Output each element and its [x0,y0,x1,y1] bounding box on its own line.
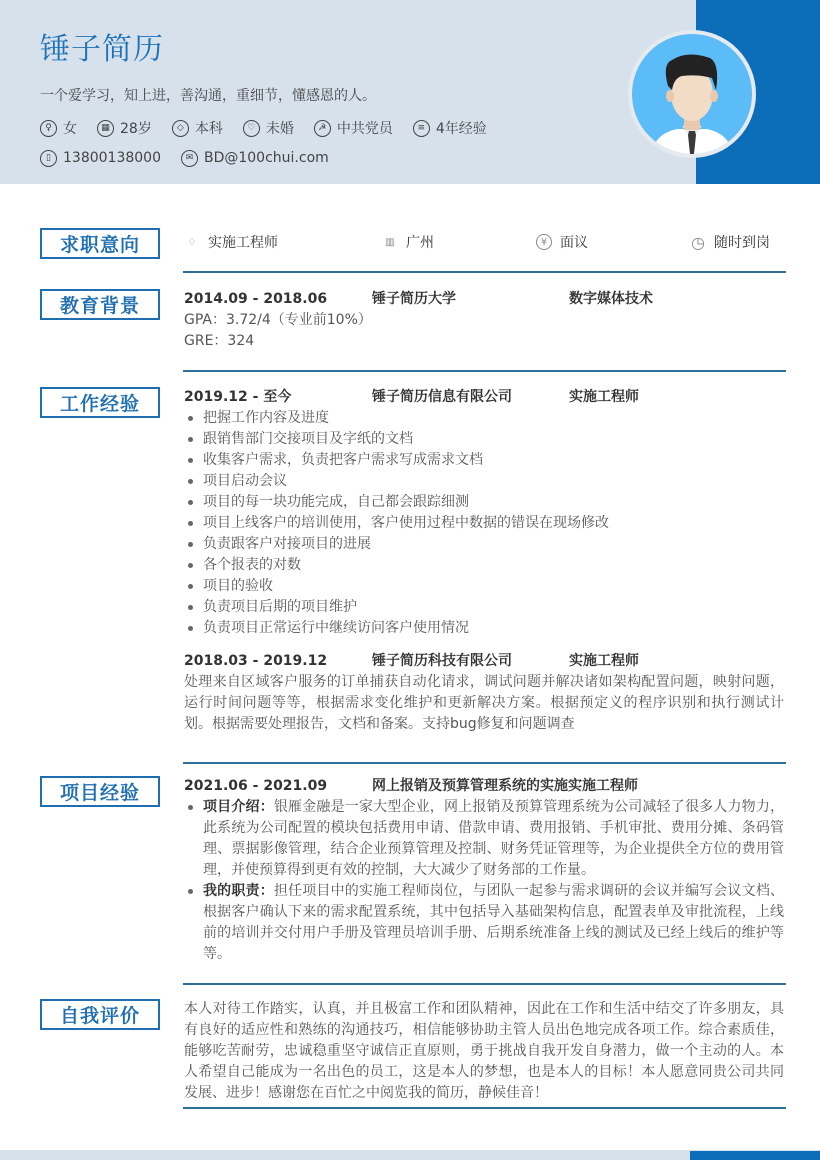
job-header [184,651,784,672]
list-item: 把握工作内容及进度 [184,408,784,429]
motto: 一个爱学习，知上进，善沟通，重细节，懂感恩的人。 [40,88,376,104]
info-email [181,148,329,168]
calendar-icon: ▦ [97,120,114,137]
info-marital-text: 未婚 [265,121,294,137]
info-gender-text: 女 [63,121,77,137]
project-duties [184,881,784,965]
intent-city-text: 广州 [406,235,434,251]
info-political-text: 中共党员 [336,121,393,137]
job-date: 2018.03 - 2019.12 [184,653,328,669]
gender-icon: ♀ [40,120,57,137]
project-date: 2021.06 - 2021.09 [184,778,328,794]
job-role: 实施工程师 [569,389,639,405]
list-item: 项目上线客户的培训使用，客户使用过程中数据的错误在现场修改 [184,513,784,534]
divider [183,271,786,273]
intent-availability-text: 随时到岗 [714,235,770,251]
list-item: 各个报表的对数 [184,555,784,576]
project-header [184,776,784,797]
divider [183,370,786,372]
education-major: 数字媒体技术 [569,291,653,307]
list-item: 负责项目正常运行中继续访问客户使用情况 [184,618,784,639]
info-marital [243,118,294,138]
section-title-education: 教育背景 [40,289,160,320]
project-intro [184,797,784,881]
list-item: 负责项目后期的项目维护 [184,597,784,618]
intent-salary [536,232,690,252]
building-icon: ▥ [385,236,395,248]
job-company: 锤子简历科技有限公司 [372,653,512,669]
section-title-intent: 求职意向 [40,228,160,259]
info-degree-text: 本科 [194,121,223,137]
avatar [628,30,756,158]
graduation-cap-icon: ◇ [172,120,189,137]
divider [183,762,786,764]
project-intro-text: 银雁金融是一家大型企业，网上报销及预算管理系统为公司减轻了很多人力物力，此系统为公司配置的模块包括费用申请、借款申请、费用报销、手机审批、费用分摊、条码管理、票据影像管理，结合企业预算管理及控制、财务凭证管理等，为企业提供全方位的费用管理，并使预算得到更有效的控制，大大减少了财务部的工作量。 [203,799,784,878]
education-gre: GRE：324 [184,333,255,349]
intent-position-text: 实施工程师 [208,235,278,251]
personal-info-row [40,118,507,138]
project-details-list [184,797,784,965]
phone-icon: ▯ [40,150,57,167]
info-degree [172,118,223,138]
job-date: 2019.12 - 至今 [184,389,292,405]
avatar-illustration [632,34,752,154]
contact-row [40,148,349,168]
info-experience-text: 4年经验 [435,121,487,137]
section-title-work: 工作经验 [40,387,160,418]
education-school: 锤子简历大学 [372,291,456,307]
resume-name: 锤子简历 [40,32,164,67]
intent-salary-text: 面议 [560,235,588,251]
email-text: BD@100chui.com [203,150,329,166]
list-item: 收集客户需求，负责把客户需求写成需求文档 [184,450,784,471]
mail-icon: ✉ [181,150,198,167]
yen-icon: ¥ [536,234,552,250]
section-title-project: 项目经验 [40,776,160,807]
job-description: 处理来自区域客户服务的订单捕获自动化请求，调试问题并解决诸如架构配置问题，映射问题，运行时间问题等等，根据需求变化维护和更新解决方案。根据预定义的程序识别和执行测试计划。根据需要处理报告，文档和备案。支持bug修复和问题调查 [184,674,784,732]
clock-icon: ◷ [691,232,705,252]
intent-city [382,232,536,252]
intent-position [184,232,382,252]
info-phone [40,148,161,168]
list-item: 负责跟客户对接项目的进展 [184,534,784,555]
party-emblem-icon: ☭ [314,120,331,137]
info-experience [413,118,487,138]
list-item: 项目的验收 [184,576,784,597]
education-date: 2014.09 - 2018.06 [184,291,328,307]
project-content [184,776,784,965]
project-duties-label: 我的职责： [203,883,274,899]
divider [183,1107,786,1109]
list-item: 项目启动会议 [184,471,784,492]
list-item: 跟销售部门交接项目及字纸的文档 [184,429,784,450]
project-duties-text: 担任项目中的实施工程师岗位，与团队一起参与需求调研的会议并编写会议文档、根据客户确认下来的需求配置系统，其中包括导入基础架构信息，配置表单及审批流程，上线前的培训并交付用户手册及管理员培训手册、后期系统准备上线的测试及已经上线后的维护等等。 [203,883,784,962]
footer-accent-bar [690,1151,820,1160]
info-age [97,118,152,138]
job-duties-list [184,408,784,639]
job-header [184,387,784,408]
intent-availability [690,232,770,252]
document-icon: ≡ [413,120,430,137]
project-intro-label: 项目介绍： [203,799,274,815]
work-content [184,387,784,735]
heart-icon: ♡ [243,120,260,137]
info-age-text: 28岁 [120,121,152,137]
education-gpa: GPA：3.72/4（专业前10%） [184,312,372,328]
job-role: 实施工程师 [569,653,639,669]
job-company: 锤子简历信息有限公司 [372,389,512,405]
education-content [184,289,784,352]
list-item: 项目的每一块功能完成，自己都会跟踪细测 [184,492,784,513]
section-title-self: 自我评价 [40,999,160,1030]
tie-icon: ♢ [187,236,197,248]
education-header [184,289,784,310]
project-name: 网上报销及预算管理系统的实施实施工程师 [372,778,638,794]
phone-text: 13800138000 [63,150,161,166]
job-intent-row [184,232,784,252]
info-gender [40,118,77,138]
info-political [314,118,393,138]
self-evaluation-text: 本人对待工作踏实，认真，并且极富工作和团队精神，因此在工作和生活中结交了许多朋友，具有良好的适应性和熟练的沟通技巧，相信能够协助主管人员出色地完成各项工作。综合素质佳，能够吃苦耐劳，忠诚稳重坚守诚信正直原则，勇于挑战自我开发自身潜力，做一个主动的人。本人希望自己能成为一名出色的员工，这是本人的梦想，也是本人的目标！本人愿意同贵公司共同发展、进步！感谢您在百忙之中阅览我的简历，静候佳音！ [184,1001,784,1101]
divider [183,983,786,985]
